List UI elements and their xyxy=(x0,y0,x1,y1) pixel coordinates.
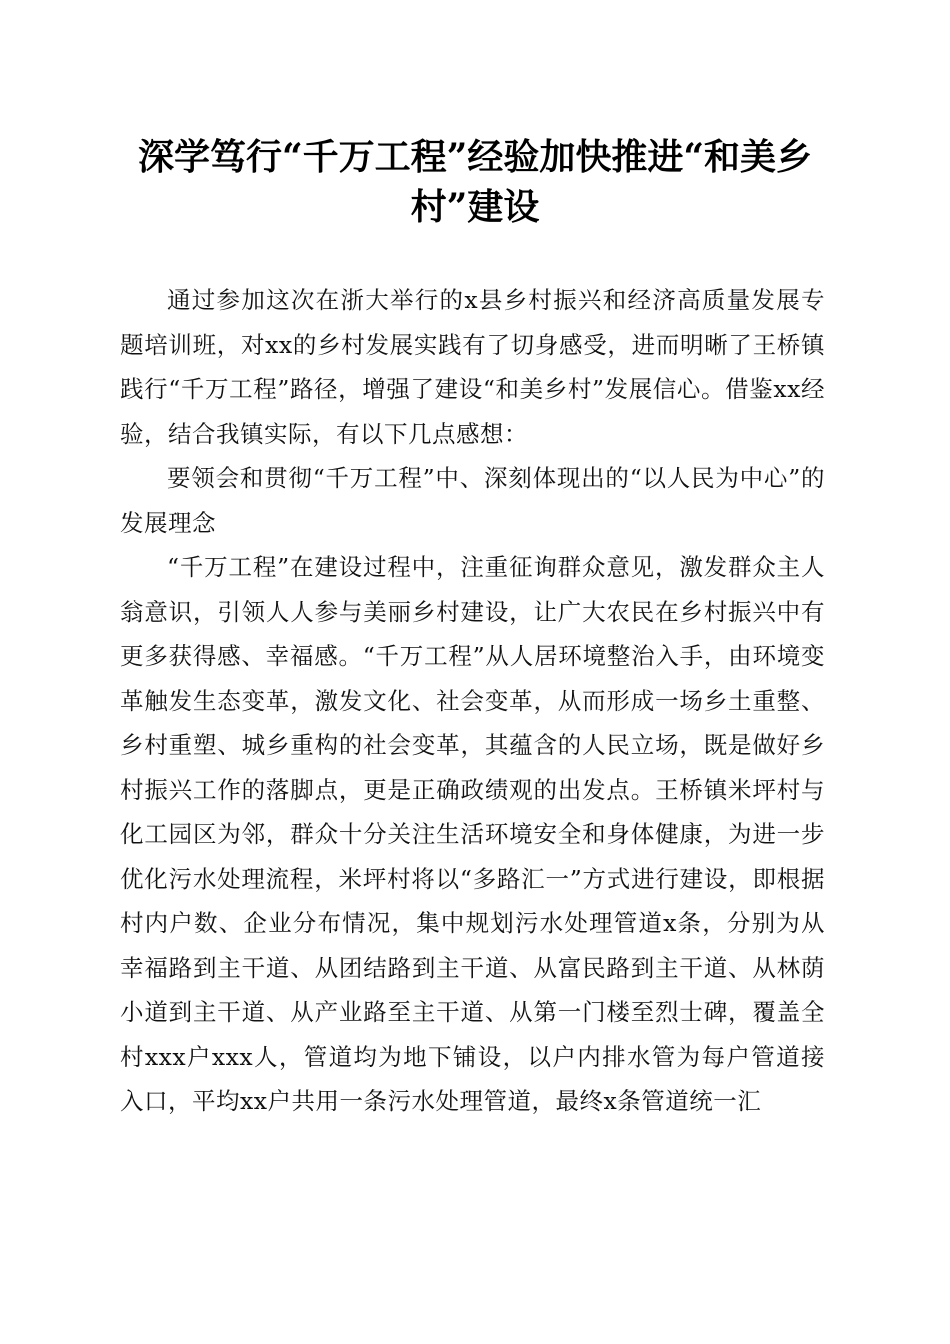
paragraph-intro: 通过参加这次在浙大举行的x县乡村振兴和经济高质量发展专题培训班，对xx的乡村发展实践有了切身感受，进而明晰了王桥镇践行“千万工程”路径，增强了建设“和美乡村”发展信心。借鉴xx经验，结合我镇实际，有以下几点感想： xyxy=(120,286,825,448)
paragraph-main: “千万工程”在建设过程中，注重征询群众意见，激发群众主人翁意识，引领人人参与美丽乡村建设，让广大农民在乡村振兴中有更多获得感、幸福感。“千万工程”从人居环境整治入手，由环境变革触发生态变革，激发文化、社会变革，从而形成一场乡土重整、乡村重塑、城乡重构的社会变革，其蕴含的人民立场，既是做好乡村振兴工作的落脚点，更是正确政绩观的出发点。王桥镇米坪村与化工园区为邻，群众十分关注生活环境安全和身体健康，为进一步优化污水处理流程，米坪村将以“多路汇一”方式进行建设，即根据村内户数、企业分布情况，集中规划污水处理管道x条，分别为从幸福路到主干道、从团结路到主干道、从富民路到主干道、从林荫小道到主干道、从产业路至主干道、从第一门楼至烈士碑，覆盖全村xxx户xxx人，管道均为地下铺设，以户内排水管为每户管道接入口，平均xx户共用一条污水处理管道，最终x条管道统一汇 xyxy=(120,553,825,1115)
paragraph-heading: 要领会和贯彻“千万工程”中、深刻体现出的“以人民为中心”的发展理念 xyxy=(120,464,825,537)
document-body xyxy=(120,278,825,1124)
document-title: 深学笃行“千万工程”经验加快推进“和美乡村”建设 xyxy=(137,136,813,228)
